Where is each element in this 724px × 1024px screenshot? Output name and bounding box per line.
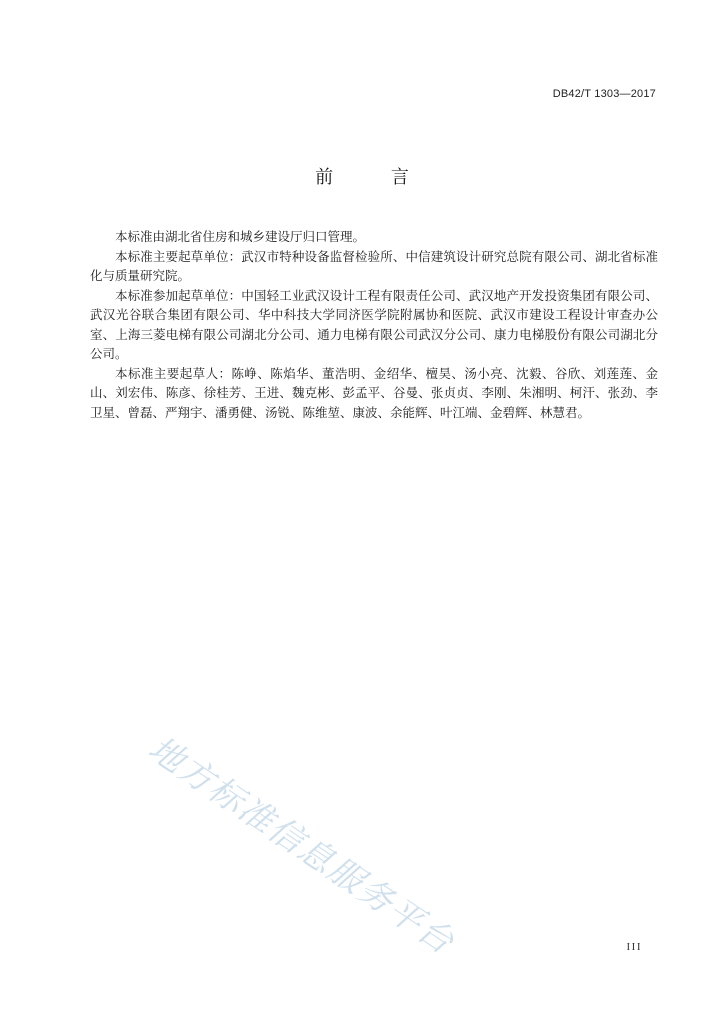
page-title: 前 言 (315, 167, 435, 188)
paragraph-main-drafters: 本标准主要起草人：陈峥、陈焰华、董浩明、金绍华、檀昊、汤小亮、沈毅、谷欣、刘莲莲、金山、刘宏伟、陈彦、徐桂芳、王进、魏克彬、彭孟平、谷曼、张贞贞、李刚、朱湘明、柯汗、张劲、李卫星、曾磊、严翔宇、潘勇健、汤锐、陈维堃、康波、余能辉、叶江端、金碧辉、林慧君。 (90, 365, 658, 420)
paragraph-management: 本标准由湖北省住房和城乡建设厅归口管理。 (115, 229, 366, 244)
watermark: 地方标准信息服务平台 (141, 728, 462, 964)
page-number: III (626, 941, 642, 953)
standard-code: DB42/T 1303—2017 (552, 88, 656, 100)
foreword-body (90, 227, 658, 422)
paragraph-main-drafting-units: 本标准主要起草单位：武汉市特种设备监督检验所、中信建筑设计研究总院有限公司、湖北省标准化与质量研究院。 (90, 248, 658, 283)
paragraph-participating-units: 本标准参加起草单位：中国轻工业武汉设计工程有限责任公司、武汉地产开发投资集团有限公司、武汉光谷联合集团有限公司、华中科技大学同济医学院附属协和医院、武汉市建设工程设计审查办公室、上海三菱电梯有限公司湖北分公司、通力电梯有限公司武汉分公司、康力电梯股份有限公司湖北分公司。 (90, 287, 658, 361)
